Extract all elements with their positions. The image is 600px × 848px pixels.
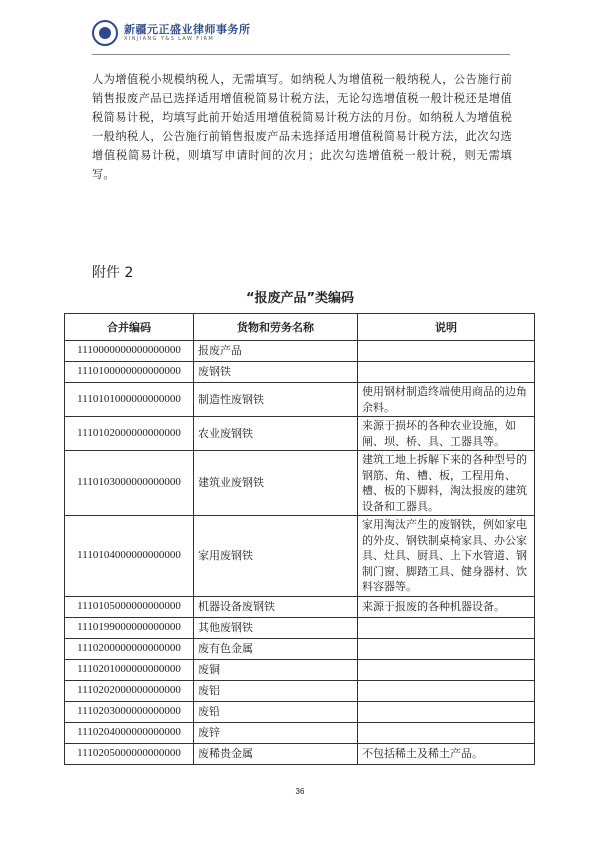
cell-name: 废稀贵金属 <box>194 743 358 764</box>
cell-note <box>358 362 535 383</box>
cell-name: 废锌 <box>194 722 358 743</box>
cell-note <box>358 659 535 680</box>
cell-name: 其他废钢铁 <box>194 617 358 638</box>
table-row <box>65 743 535 764</box>
cell-note: 不包括稀土及稀土产品。 <box>358 743 535 764</box>
cell-name: 废铜 <box>194 659 358 680</box>
cell-name: 农业废钢铁 <box>194 417 358 451</box>
attachment-label: 附件 2 <box>92 265 134 281</box>
cell-code: 1110199000000000000 <box>65 617 194 638</box>
table-row <box>65 451 535 516</box>
cell-name: 家用废钢铁 <box>194 516 358 597</box>
cell-name: 建筑业废钢铁 <box>194 451 358 516</box>
code-table <box>64 313 535 765</box>
page-number: 36 <box>295 787 305 796</box>
firm-name-cn: 新疆元正盛业律师事务所 <box>124 23 251 36</box>
cell-code: 1110203000000000000 <box>65 701 194 722</box>
cell-code: 1110205000000000000 <box>65 743 194 764</box>
cell-name: 制造性废钢铁 <box>194 383 358 417</box>
cell-code: 1110000000000000000 <box>65 341 194 362</box>
cell-note: 家用淘汰产生的废钢铁，例如家电的外皮、钢铁制桌椅家具、办公家具、灶具、厨具、上下水管道、钢制门窗、脚踏工具、健身器材、饮料容器等。 <box>358 516 535 597</box>
cell-code: 1110105000000000000 <box>65 596 194 617</box>
firm-name-block <box>124 23 251 43</box>
table-row <box>65 383 535 417</box>
cell-note <box>358 341 535 362</box>
cell-name: 机器设备废钢铁 <box>194 596 358 617</box>
cell-name: 废铅 <box>194 701 358 722</box>
cell-code: 1110102000000000000 <box>65 417 194 451</box>
table-row <box>65 341 535 362</box>
table-row <box>65 617 535 638</box>
table-title: “报废产品”类编码 <box>245 291 355 306</box>
cell-name: 废有色金属 <box>194 638 358 659</box>
table-header-row <box>65 314 535 341</box>
table-row <box>65 638 535 659</box>
header-divider <box>92 54 510 55</box>
cell-code: 1110101000000000000 <box>65 383 194 417</box>
cell-name: 废铝 <box>194 680 358 701</box>
cell-note <box>358 638 535 659</box>
cell-code: 1110103000000000000 <box>65 451 194 516</box>
table-row <box>65 701 535 722</box>
cell-note: 来源于损坏的各种农业设施，如闸、坝、桥、具、工器具等。 <box>358 417 535 451</box>
cell-code: 1110204000000000000 <box>65 722 194 743</box>
cell-name: 报废产品 <box>194 341 358 362</box>
firm-name-en: XINJIANG Y&S LAW FIRM <box>124 36 215 42</box>
table-row <box>65 722 535 743</box>
body-paragraph: 人为增值税小规模纳税人，无需填写。如纳税人为增值税一般纳税人，公告施行前销售报废产品已选择适用增值税简易计税方法，无论勾选增值税一般计税还是增值税简易计税，均填写此前开始适用增值税简易计税方法的月份。如纳税人为增值税一般纳税人，公告施行前销售报废产品未选择适用增值税简易计税方法，此次勾选增值税简易计税，则填写申请时间的次月；此次勾选增值税一般计税，则无需填写。 <box>92 73 512 181</box>
cell-code: 1110200000000000000 <box>65 638 194 659</box>
cell-note <box>358 680 535 701</box>
firm-logo-icon <box>92 20 118 46</box>
table-row <box>65 516 535 597</box>
cell-note: 使用钢材制造终端使用商品的边角余料。 <box>358 383 535 417</box>
table-row <box>65 417 535 451</box>
cell-code: 1110201000000000000 <box>65 659 194 680</box>
cell-note <box>358 722 535 743</box>
table-row <box>65 596 535 617</box>
header-name: 货物和劳务名称 <box>194 314 358 341</box>
table-row <box>65 362 535 383</box>
cell-name: 废钢铁 <box>194 362 358 383</box>
cell-code: 1110100000000000000 <box>65 362 194 383</box>
cell-note: 来源于报废的各种机器设备。 <box>358 596 535 617</box>
table-row <box>65 680 535 701</box>
cell-code: 1110202000000000000 <box>65 680 194 701</box>
table-row <box>65 659 535 680</box>
cell-note <box>358 617 535 638</box>
header-note: 说明 <box>358 314 535 341</box>
header-code: 合并编码 <box>65 314 194 341</box>
letterhead <box>92 18 251 48</box>
cell-note <box>358 701 535 722</box>
cell-code: 1110104000000000000 <box>65 516 194 597</box>
cell-note: 建筑工地上拆解下来的各种型号的钢筋、角、槽、板，工程用角、槽、板的下脚料，淘汰报废的建筑设备和工器具。 <box>358 451 535 516</box>
